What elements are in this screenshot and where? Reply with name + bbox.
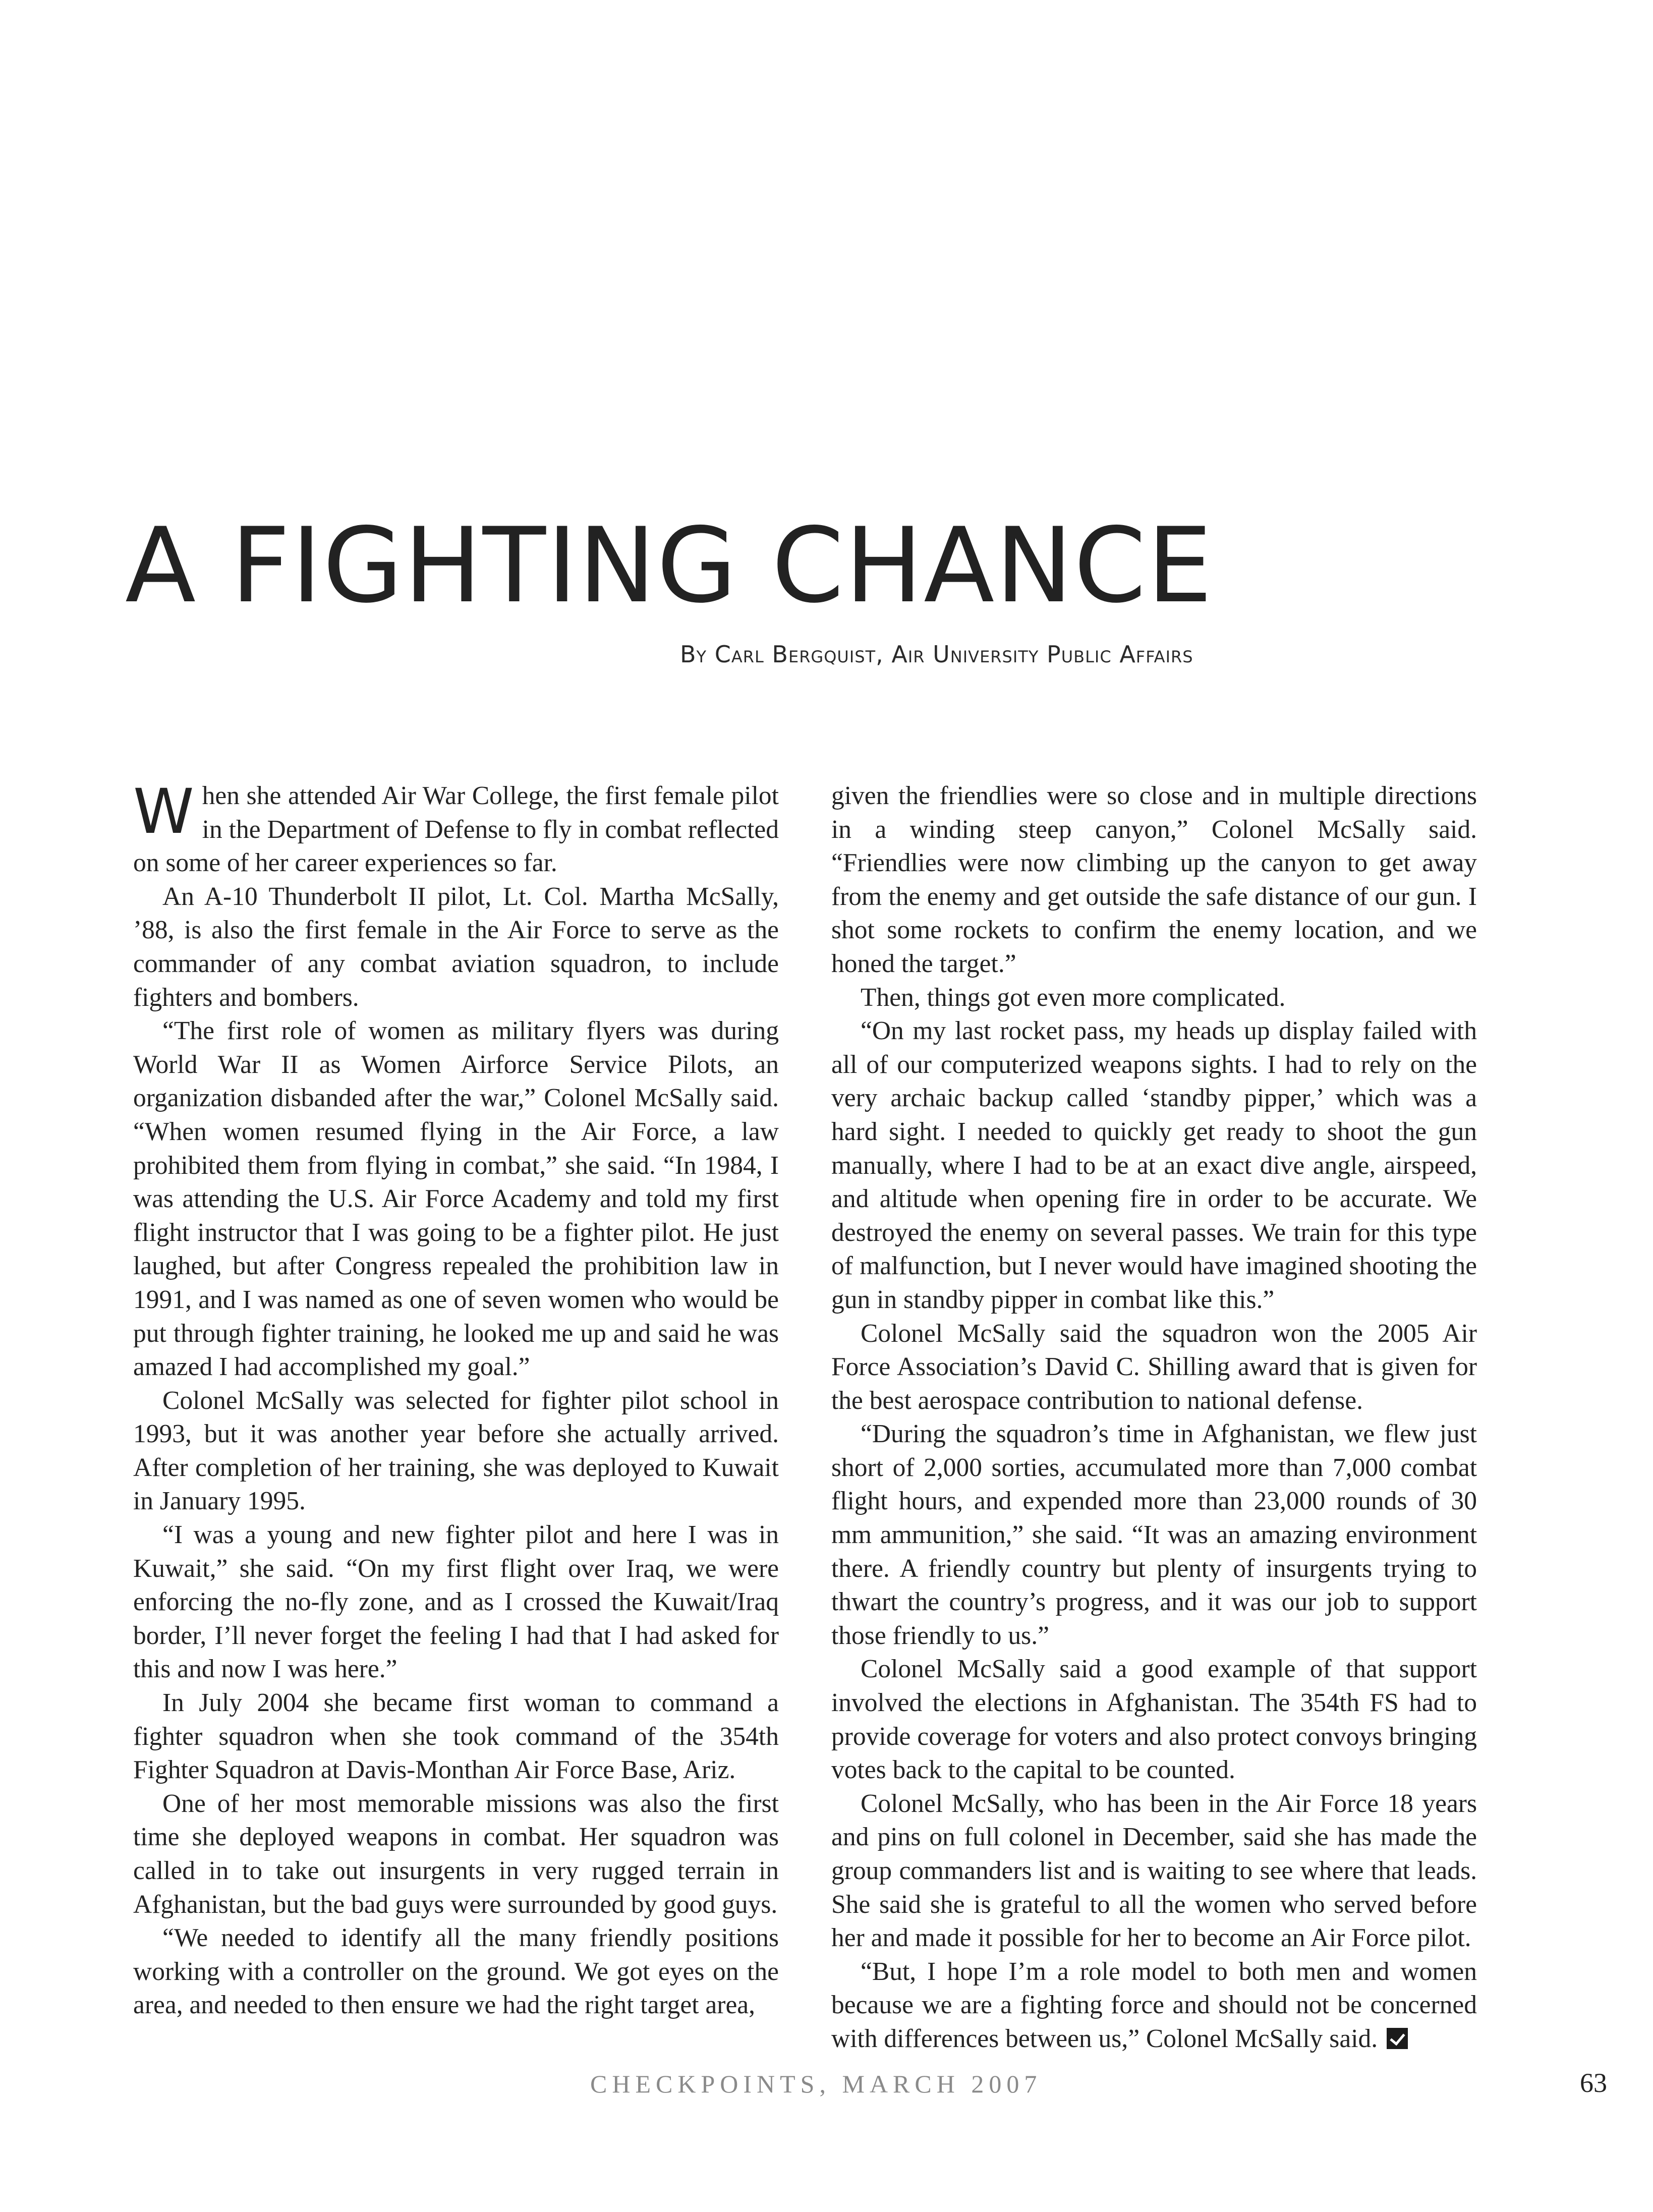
page-number: 63 xyxy=(1580,2068,1607,2098)
footer-publication: CHECKPOINTS, MARCH 2007 xyxy=(590,2070,1042,2098)
closing-paragraph xyxy=(831,1955,1477,2056)
body-paragraph: Colonel McSally was selected for fighter pilot school in 1993, but it was another year before she actually arrived. After completion of her training, she was deployed to Kuwait in January 1995. xyxy=(133,1386,779,1516)
body-paragraph: In July 2004 she became first woman to command a fighter squadron when she took command of the 354th Fighter Squadron at Davis-Monthan Air Force Base, Ariz. xyxy=(133,1688,779,1785)
body-paragraph: “During the squadron’s time in Afghanistan, we flew just short of 2,000 sorties, accumulated more than 7,000 combat flight hours, and expended more than 23,000 rounds of 30 mm ammunition,” she said. “It was an amazing environment there. A friendly country but plenty of insurgents trying to thwart the country’s progress, and it was our job to support those friendly to us.” xyxy=(831,1420,1477,1650)
body-paragraph: “I was a young and new fighter pilot and here I was in Kuwait,” she said. “On my first flight over Iraq, we were enforcing the no-fly zone, and as I crossed the Kuwait/Iraq border, I’ll never forget the feeling I had that I had asked for this and now I was here.” xyxy=(133,1520,779,1684)
body-paragraph: Colonel McSally said a good example of that support involved the elections in Afghanistan. The 354th FS had to provide coverage for voters and also protect convoys bringing votes back to the capital to be counted. xyxy=(831,1655,1477,1785)
closing-paragraph-text: “But, I hope I’m a role model to both men and women because we are a fighting force and should not be concerned with differences between us,” Colonel McSally said. xyxy=(831,1957,1477,2053)
body-paragraph: “On my last rocket pass, my heads up display failed with all of our computerized weapons sights. I had to rely on the very archaic backup called ‘standby pipper,’ which was a hard sight. I needed to quickly get ready to shoot the gun manually, where I had to be at an exact dive angle, airspeed, and altitude when opening fire in order to be accurate. We destroyed the enemy on several passes. We train for this type of malfunction, but I never would have imagined shooting the gun in standby pipper in combat like this.” xyxy=(831,1016,1477,1314)
article-title: A FIGHTING CHANCE xyxy=(125,506,1214,626)
body-paragraph: “We needed to identify all the many friendly positions working with a controller on the ground. We got eyes on the area, and needed to then ensure we had the right target area, xyxy=(133,1923,779,2020)
drop-cap: W xyxy=(133,776,194,847)
opening-paragraph-text: hen she attended Air War College, the first female pilot in the Department of Defense to fly in combat reflected on some of her career experiences so far. xyxy=(133,781,779,878)
article-byline: By Carl Bergquist, Air University Public Affairs xyxy=(680,641,1193,668)
body-paragraph: One of her most memorable missions was also the first time she deployed weapons in combat. Her squadron was called in to take out insurgents in very rugged terrain in Afghanistan, but the bad guys were surrounded by good guys. xyxy=(133,1789,779,1919)
opening-paragraph xyxy=(133,776,779,880)
checkbox-end-mark-icon xyxy=(1387,2028,1408,2049)
body-paragraph: Then, things got even more complicated. xyxy=(861,983,1286,1012)
continued-paragraph: given the friendlies were so close and in multiple directions in a winding steep canyon,” Colonel McSally said. “Friendlies were now climbing up the canyon to get away from the enemy and get outside the safe distance of our gun. I shot some rockets to confirm the enemy location, and we honed the target.” xyxy=(831,781,1477,978)
article-column-left xyxy=(133,776,779,2022)
body-paragraph: Colonel McSally, who has been in the Air Force 18 years and pins on full colonel in December, said she has made the group commanders list and is waiting to see where that leads. She said she is grateful to all the women who served before her and made it possible for her to become an Air Force pilot. xyxy=(831,1789,1477,1953)
body-paragraph: An A-10 Thunderbolt II pilot, Lt. Col. Martha McSally, ’88, is also the first female in the Air Force to serve as the commander of any combat aviation squadron, to include fighters and bombers. xyxy=(133,882,779,1012)
body-paragraph: “The first role of women as military flyers was during World War II as Women Airforce Service Pilots, an organization disbanded after the war,” Colonel McSally said. “When women resumed flying in the Air Force, a law prohibited them from flying in combat,” she said. “In 1984, I was attending the U.S. Air Force Academy and told my first flight instructor that I was going to be a fighter pilot. He just laughed, but after Congress repealed the prohibition law in 1991, and I was named as one of seven women who would be put through fighter training, he looked me up and said he was amazed I had accomplished my goal.” xyxy=(133,1016,779,1382)
article-column-right xyxy=(831,779,1477,2056)
body-paragraph: Colonel McSally said the squadron won the 2005 Air Force Association’s David C. Shilling award that is given for the best aerospace contribution to national defense. xyxy=(831,1319,1477,1415)
